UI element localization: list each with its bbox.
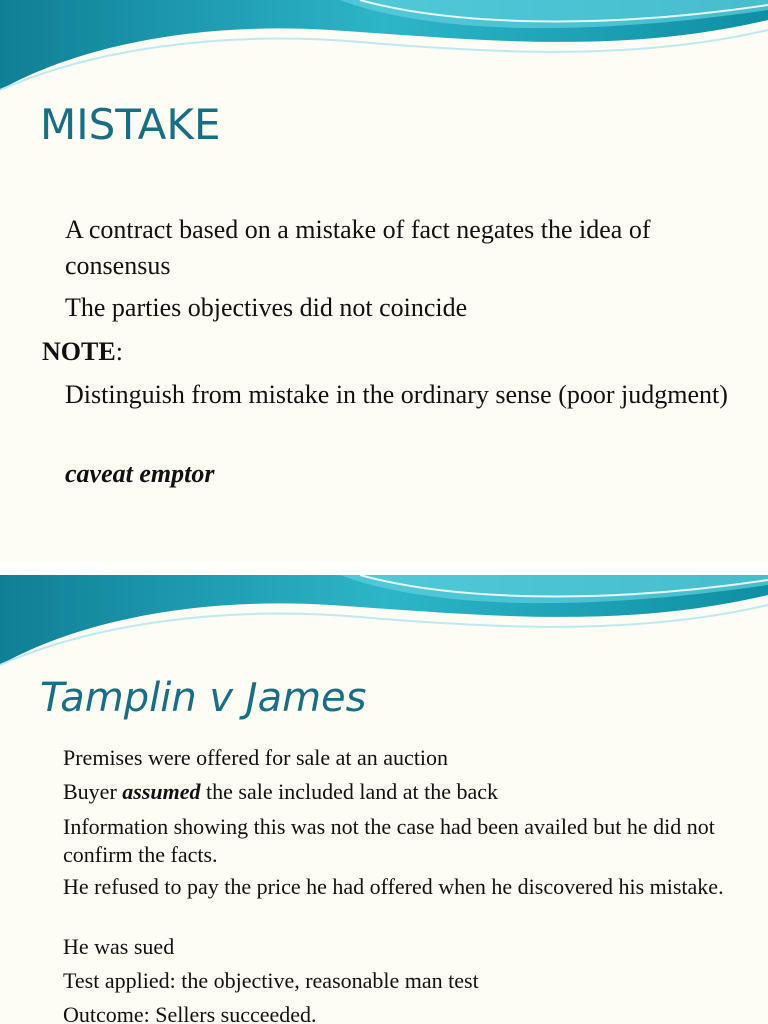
note-label: NOTE [42,337,116,366]
note-heading [42,334,123,370]
slide-title: Tamplin v James [40,675,367,721]
header-wave-decoration [0,0,768,95]
bullet-text: The parties objectives did not coincide [65,293,468,322]
bullet-text: A contract based on a mistake of fact negates the idea of consensus [65,215,651,280]
bullet-text: He refused to pay the price he had offered when he discovered his mistake. [63,874,724,899]
bullet-text: Distinguish from mistake in the ordinary sense (poor judgment) [65,380,728,409]
bullet-text: Information showing this was not the case had been availed but he did not confirm the facts. [63,814,715,867]
bullet-text: Outcome: Sellers succeeded. [63,1002,317,1024]
bullet-text [63,778,743,806]
bullet-text-emphasis: caveat emptor [65,459,215,488]
bullet-text-emphasis: assumed [122,779,201,804]
bullet-text-part: the sale included land at the back [200,779,499,804]
bullet-text-part: Buyer [63,779,123,804]
bullet-text: Test applied: the objective, reasonable man test [63,968,479,993]
bullet-text: He was sued [63,934,175,959]
bullet-text: Premises were offered for sale at an auction [63,745,449,770]
note-colon: : [115,337,123,366]
header-wave-decoration [0,575,768,670]
slide-tamplin-v-james [0,575,768,1024]
slide-title: MISTAKE [40,100,221,149]
